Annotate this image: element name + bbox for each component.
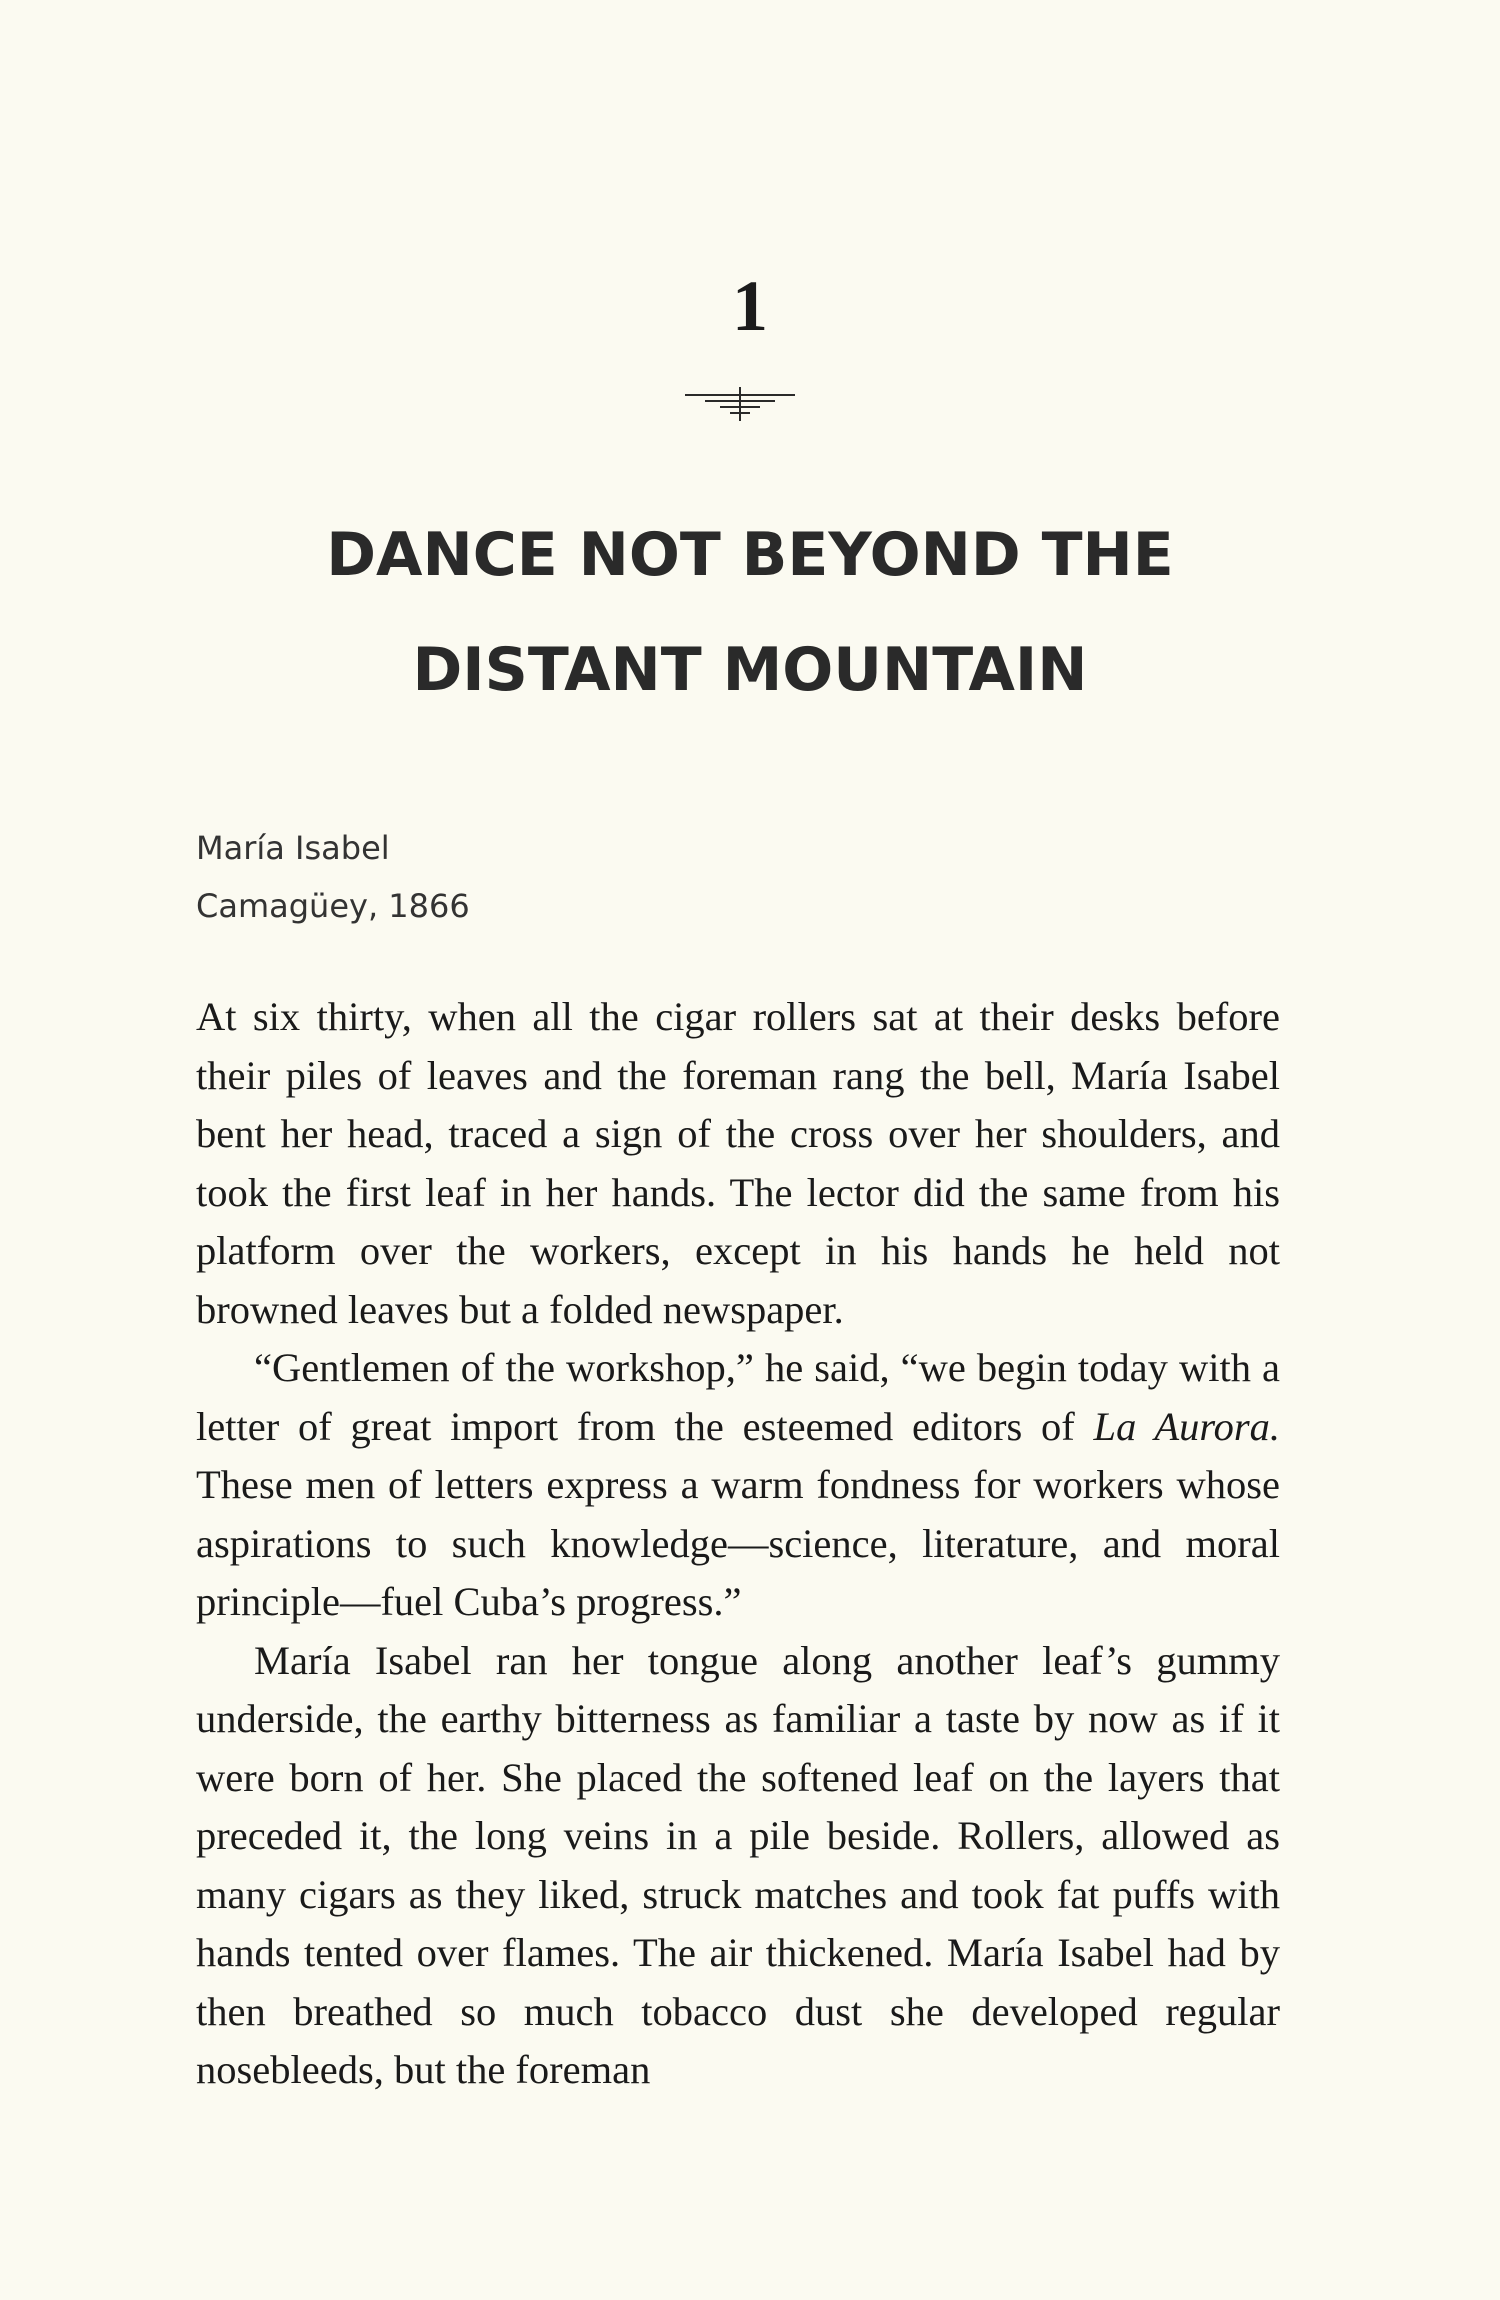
chapter-title-line-1: DANCE NOT BEYOND THE (326, 520, 1174, 590)
dateline-name: María Isabel (196, 829, 390, 867)
chapter-title-line-2: DISTANT MOUNTAIN (412, 635, 1088, 705)
paragraph-3: María Isabel ran her tongue along another leaf’s gummy underside, the earthy bitterness as familiar a taste by now as if it were born of her. She placed the softened leaf on the layers that preceded it, the long veins in a pile beside. Rollers, allowed as many cigars as they liked, struck matches and took fat puffs with hands tented over flames. The air thickened. María Isabel had by then breathed so much tobacco dust she developed regular nosebleeds, but the foreman (196, 1637, 1280, 2092)
chapter-ornament-icon (680, 385, 800, 425)
newspaper-title: La Aurora. (1093, 1403, 1280, 1449)
paragraph-1: At six thirty, when all the cigar rollers sat at their desks before their piles of leaves and the foreman rang the bell, María Isabel bent her head, traced a sign of the cross over her shoulders, and took the first leaf in her hands. The lector did the same from his platform over the workers, except in his hands he held not browned leaves but a folded newspaper. (196, 994, 1280, 1332)
chapter-number: 1 (732, 266, 768, 346)
paragraph-2-part-2: These men of letters express a warm fondness for workers whose aspirations to such knowledge—science, literature, and moral principle—fuel Cuba’s progress.” (196, 1462, 1280, 1624)
paragraph-2-part-1: “Gentlemen of the workshop,” he said, “we begin today with a letter of great import from the esteemed editors of (196, 1345, 1280, 1449)
body-text (196, 988, 1280, 2100)
paragraph-2 (196, 1339, 1280, 1632)
dateline-place: Camagüey, 1866 (196, 887, 470, 925)
